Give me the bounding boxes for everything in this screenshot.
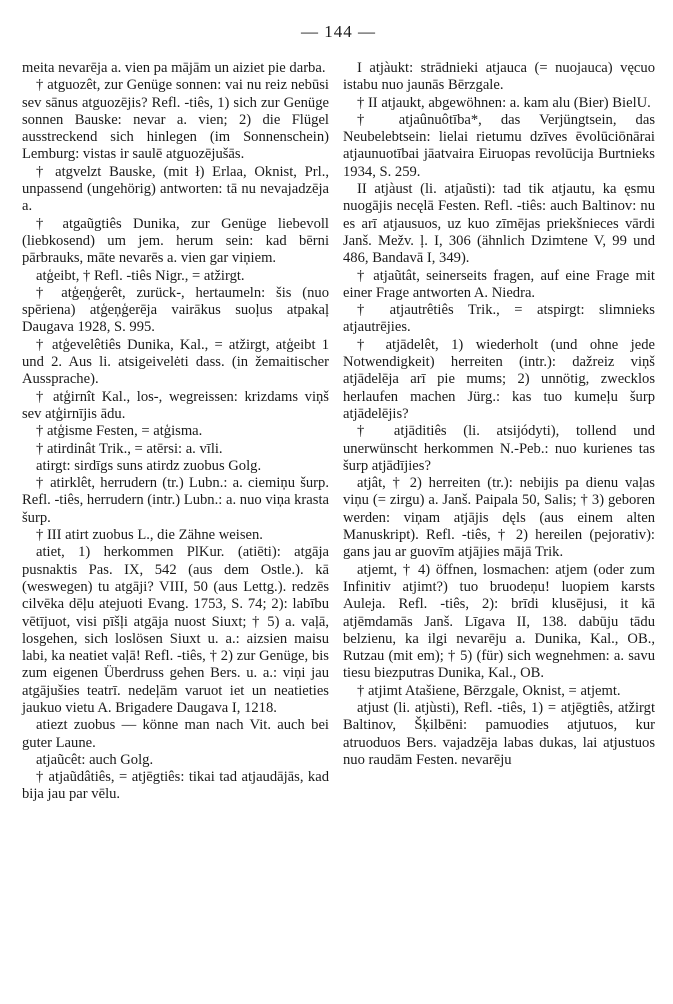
entry-atirklet: † atirklêt, herrudern (tr.) Lubn.: a. ciemiņu šurp. Refl. -tiês, herrudern (intr.) Lubn.: a. nuo viņa krasta šurp. [22,475,329,526]
entry-atjust: atjust (li. atjùsti), Refl. -tiês, 1) = atjēgtiês, atžirgt Baltinov, Šķilbēni: pamuodies atjutuos, kur atruoduos Bers. vajadzēja labas dukas, lai atjustuos nuo raudām Festen. nevarēju [343,699,655,768]
entry-atgengeret: † atģeņģerêt, zurück-, hertaumeln: šis (nuo spēriena) atģeņģerēja vairākus suoļus atpakaļ Daugava 1928, S. 995. [22,284,329,336]
left-column [22,60,329,804]
entry-atgaugties: † atgaũgtiês Dunika, zur Genüge liebevoll (liebkosend) um jem. herum sein: kad bērni pārbrauks, māte nevarēs a. vien gar viņiem. [22,215,329,267]
entry-atjaukt-ii: † II atjaukt, abgewöhnen: a. kam alu (Bier) BielU. [357,94,651,111]
entry-atjaunuotiba: † atjaûnuôtība*, das Verjüngtsein, das Neubelebtsein: lielai rietumu dzīves ēvolūciōnārai atjaunuotībai jāatvaira Eiruopas revolūcija Burtnieks 1934, S. 259. [343,111,655,180]
entry-atgeveleties: † atģevelêtiês Dunika, Kal., = atžirgt, atģeibt 1 und 2. Aus li. atsigeivelėti dass. (in žemaitischer Aussprache). [22,336,329,388]
entry-atgirnit: † atģirnît Kal., los-, wegreissen: krizdams viņš sev atģirnījis ādu. [22,388,329,422]
entry-meita: meita nevarēja a. vien pa mājām un aiziet pie darba. [22,60,326,76]
entry-atgvelzt: † atgvelzt Bauske, (mit ł) Erlaa, Oknist, Prl., unpassend (ungehörig) antworten: tā nu nevajadzēja a. [22,163,329,215]
entry-atgisme: † atģisme Festen, = atģisma. [36,423,203,440]
right-column [343,60,655,804]
entry-atiet: atiet, 1) herkommen PlKur. (atiēti): atgāja pusnaktis Pas. IX, 542 (aus dem Ostle.). kā (weswegen) tu atgāji? VIII, 50 (aus Lettg.). redzēs cilvēka dēļu atejuoti Evang. 1753, S. 74; 2): labību vētījuot, visi pīšļi atgāja nuost Siuxt; † 5) a. vaļā, losgehen, sich loslösen Siuxt u. a.: aizsien maisu labi, ka neatiet vaļā! Refl. -tiês, † 2) zur Genüge, bis zum eigenen Überdruss gehen Bers. u. a.: viņi jau atgājušies teatrī. nedeļām varuot iet un neatieties jaukuo vietu A. Brigadere Daugava I, 1218. [22,544,329,716]
entry-atjat: atjât, † 2) herreiten (tr.): nebijis pa dienu vaļas viņu (= zirgu) a. Janš. Paipala 50, Salis; † 3) geboren werden: viņam atjājis dęls (aus einem alten Manuskript). Refl. -tiês, † 2) hereilen (pejorativ): gans jau ar guovīm atjājies mājā Trik. [343,475,655,561]
entry-atjaukt-i: I atjàukt: strādnieki atjauca (= nuojauca) vęcuo istabu nuo jaunās Bērzgale. [343,60,655,94]
entry-atirdinat: † atirdinât Trik., = atērsi: a. vīli. [36,440,223,457]
entry-atjaudaties: † atjaũdâtiês, = atjēgtiês: tikai tad atjaudājās, kad bija jau par vēlu. [22,769,329,803]
entry-atjautreties: † atjautrêtiês Trik., = atspirgt: slimnieks atjautrējies. [343,302,655,336]
entry-atjemt: atjemt, † 4) öffnen, losmachen: atjem (oder zum Infinitiv atjimt?) tuo bruodeņu! luopiem karsts Auleja. Refl. -tiês, 2): brīdi klusējusi, it kā atjēmdamās Janš. Līgava II, 138. dabūju tādu belzienu, ka ilgi nevarēju a. Dunika, Kal., OB., Rutzau (mit em); † 5) (für) sich wegnehmen: a. savu tiesu biezputras Dunika, Kal., OB. [343,561,655,682]
entry-atirt: † III atirt zuobus L., die Zähne weisen. [36,527,263,544]
text-columns [22,60,655,804]
entry-atiezt: atiezt zuobus — könne man nach Vit. auch bei guter Laune. [22,717,329,751]
entry-atjaust: II atjàust (li. atjaũsti): tad tik atjautu, ka ęsmu nuogājis necęlā Festen. Refl. -tiês: auch Baltinov: nu es arī atjausuos, uz kuo zīmējas priekšnieces vārdi Janš. Mežv. ļ. I, 306 (ähnlich Dzimtene V, 99 und 486, Bandavā I, 349). [343,181,655,267]
entry-atjadelet: † atjādelêt, 1) wiederholt (und ohne jede Notwendigkeit) herreiten (intr.): dažreiz viņš atjādelēja arī pie mums; 2) unnötig, zwecklos herlaufen machen Jürg.: kas tuo kumeļu šurp atjādelējis? [343,336,655,422]
entry-atjimt: † atjimt Atašiene, Bērzgale, Oknist, = atjemt. [357,682,621,699]
entry-atgeibt: atģeibt, † Refl. -tiês Nigr., = atžirgt. [36,267,245,284]
entry-atjautat: † atjaũtât, seinerseits fragen, auf eine Frage mit einer Frage antworten A. Niedra. [343,267,655,301]
entry-atjadities: † atjāditiês (li. atsijódyti), tollend und unerwünscht herkommen N.-Peb.: nuo kurienes tas šurp atjādījies? [343,423,655,474]
entry-atguozet: † atguozêt, zur Genüge sonnen: vai nu reiz nebūsi sev sānus atguozējis? Refl. -tiês, 1) sich zur Genüge sonnen Bauske: nevar a. vien; 2) die Flügel ausstreckend sich hinlegen (im Sonnenschein) Lemburg: vistas ir saulē atguozējušās. [22,77,329,163]
entry-atjaucet: atjaũcêt: auch Golg. [36,751,154,768]
page-number: — 144 — [301,22,376,41]
entry-atirgt: atirgt: sirdīgs suns atirdz zuobus Golg. [36,457,262,474]
